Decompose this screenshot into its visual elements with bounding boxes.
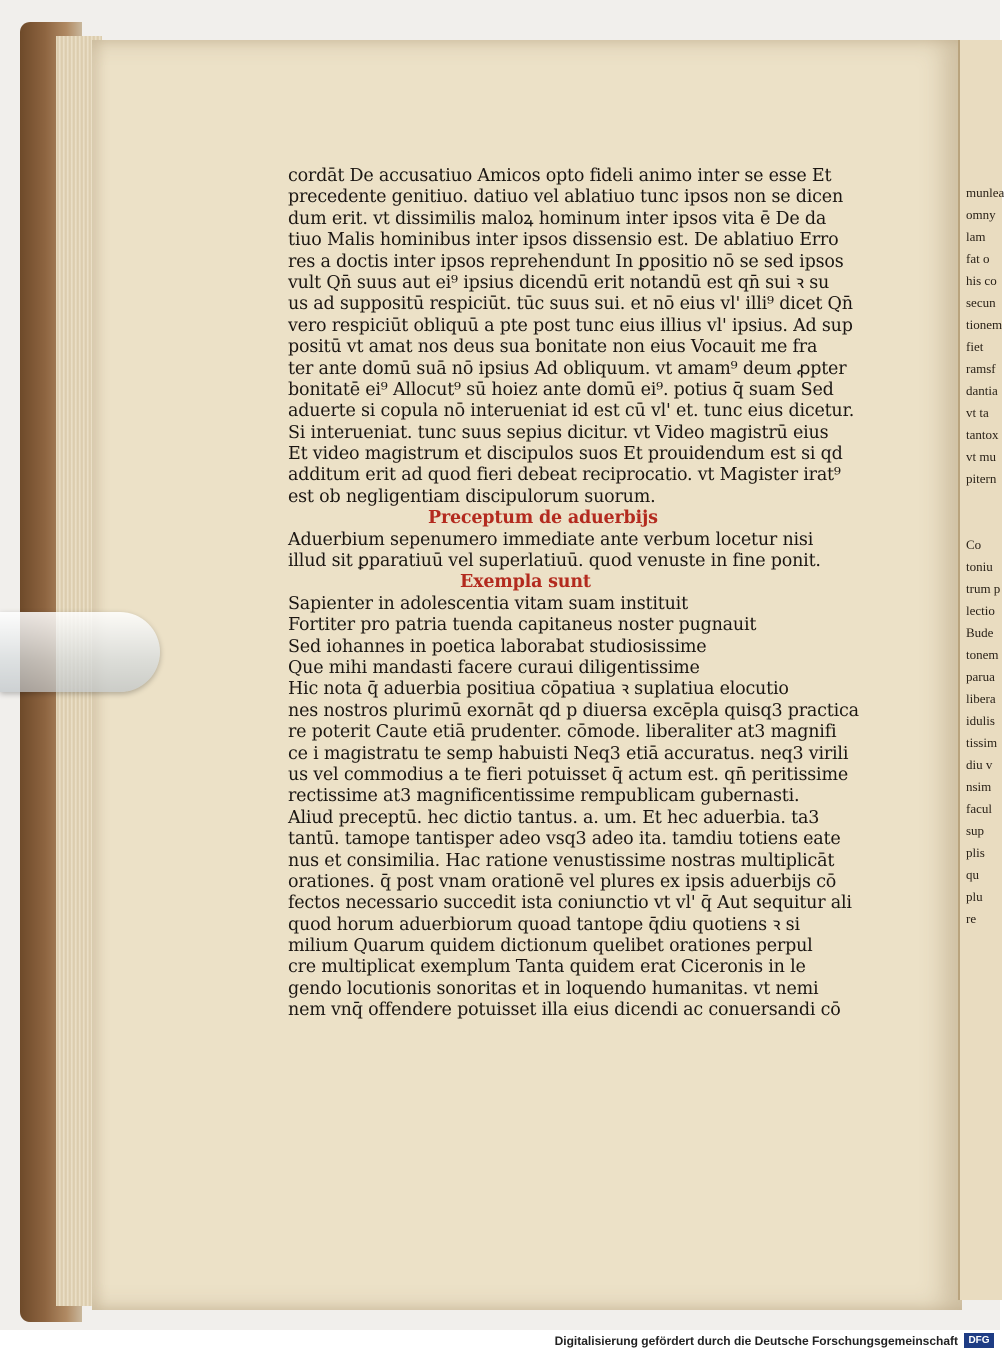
text-line: tiuo Malis hominibus inter ipsos dissensio est. De ablatiuo Erro	[288, 230, 839, 251]
book-page-right	[958, 40, 1002, 1300]
transparent-bookmark	[0, 612, 160, 692]
text-line: nus et consimilia. Hac ratione venustissime nostras multiplicāt	[288, 850, 835, 871]
funding-credit: Digitalisierung gefördert durch die Deutsche Forschungsgemeinschaft	[554, 1334, 958, 1348]
text-line: tantū. tamope tantisper adeo vsq3 adeo ita. tamdiu totiens eate	[288, 829, 841, 850]
text-line: cre multiplicat exemplum Tanta quidem erat Ciceronis in le	[288, 957, 806, 978]
incunabula-text-block	[288, 166, 868, 1022]
text-line: rectissime at3 magnificentissime rempublicam gubernasti.	[288, 786, 800, 807]
text-line: vult Qn̄ suus aut ei⁹ ipsius dicendū erit notandū est qn̄ sui ꝛ su	[288, 272, 830, 293]
footer-bar	[0, 1330, 1000, 1352]
text-line: quod horum aduerbiorum quoad tantope q̄diu quotiens ꝛ si	[288, 914, 800, 935]
text-line: precedente genitiuo. datiuo vel ablatiuo tunc ipsos non se dicen	[288, 187, 844, 208]
text-line: illud sit ꝑparatiuū vel superlatiuū. quod venuste in fine ponit.	[288, 551, 821, 572]
text-line: est ob negligentiam discipulorum suorum.	[288, 486, 656, 507]
text-line: cordāt De accusatiuo Amicos opto fideli animo inter se esse Et	[288, 166, 832, 186]
text-line: bonitatē ei⁹ Allocut⁹ sū hoiez ante domū ei⁹. potius q̄ suam Sed	[288, 379, 834, 400]
text-line: Fortiter pro patria tuenda capitaneus noster pugnauit	[288, 615, 757, 636]
text-line: milium Quarum quidem dictionum quelibet orationes perpul	[288, 936, 813, 957]
text-line: re poterit Caute etiā prudenter. cōmode. liberaliter at3 magnifi	[288, 722, 837, 743]
text-line: Aliud preceptū. hec dictio tantus. a. um. Et hec aduerbia. ta3	[288, 807, 820, 828]
text-line: fectos necessario succedit ista coniunctio vt vl' q̄ Aut sequitur ali	[288, 893, 852, 914]
text-line: Sapienter in adolescentia vitam suam instituit	[288, 593, 688, 614]
text-line: vero respiciūt obliquū a pte post tunc eius illius vl' ipsius. Ad sup	[288, 315, 853, 336]
text-line: Aduerbium sepenumero immediate ante verbum locetur nisi	[288, 529, 814, 550]
text-line: nes nostros plurimū exornāt qd p diuersa excēpla quisq3 practica	[288, 700, 859, 721]
text-line: Sed iohannes in poetica laborabat studiosissime	[288, 636, 707, 657]
text-line: positū vt amat nos deus sua bonitate non eius Vocauit me fra	[288, 337, 818, 358]
text-line: nem vnq̄ offendere potuisset illa eius dicendi ac conuersandi cō	[288, 1000, 841, 1021]
text-line: additum erit ad quod fieri debeat reciprocatio. vt Magister irat⁹	[288, 465, 841, 486]
text-line: Que mihi mandasti facere curaui diligentissime	[288, 657, 700, 678]
text-line: us ad suppositū respiciūt. tūc suus sui. et nō eius vl' illi⁹ dicet Qn̄	[288, 294, 853, 315]
text-line: aduerte si copula nō interueniat id est cū vl' et. tunc eius dicetur.	[288, 401, 855, 422]
dfg-logo: DFG	[964, 1333, 994, 1348]
text-line: Si interueniat. tunc suus sepius dicitur. vt Video magistrū eius	[288, 422, 829, 443]
section-heading-exempla: Exempla sunt	[460, 572, 591, 593]
text-line: orationes. q̄ post vnam orationē vel plures ex ipsis aduerbijs cō	[288, 871, 837, 892]
section-heading-aduerbijs: Preceptum de aduerbijs	[428, 508, 658, 529]
text-line: ter ante domū suā nō ipsius Ad obliquum. vt amam⁹ deum ꝓpter	[288, 358, 847, 379]
text-line: gendo locutionis sonoritas et in loquendo humanitas. vt nemi	[288, 978, 819, 999]
text-line: ce i magistratu te semp habuisti Neq3 etiā accuratus. neq3 virili	[288, 743, 849, 764]
text-line: dum erit. vt dissimilis maloꝝ hominum inter ipsos vita ē De da	[288, 208, 827, 229]
text-line: us vel commodius a te fieri potuisset q̄ actum est. qn̄ peritissime	[288, 764, 848, 785]
right-page-text-fragments: munlea omny lam fat o his co secun tionem fiet ramsf dantia vt ta tantox vt mu pitern Co toniu trum p lectio Bude tonem parua libera idulis tissim diu v nsim facul sup plis qu plu re	[966, 185, 1004, 926]
text-line: Et video magistrum et discipulos suos Et prouidendum est si qd	[288, 444, 843, 465]
text-line: res a doctis inter ipsos reprehendunt In ꝑpositio nō se sed ipsos	[288, 251, 844, 272]
text-line: Hic nota q̄ aduerbia positiua cōpatiua ꝛ suplatiua elocutio	[288, 679, 789, 700]
